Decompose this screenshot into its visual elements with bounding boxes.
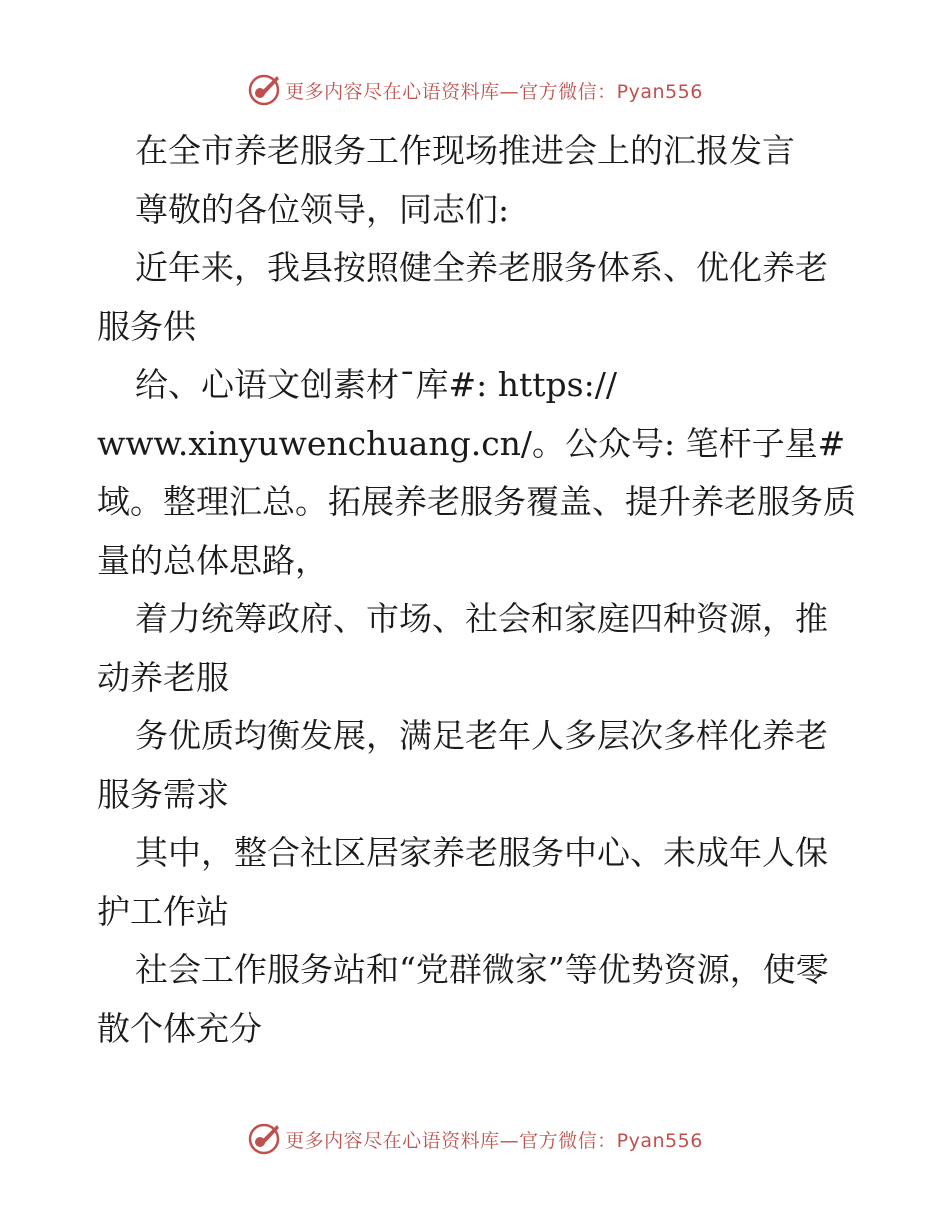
paragraph-3: www.xinyuwenchuang.cn/。公众号: 笔杆子星# <box>97 423 846 463</box>
header-banner <box>0 70 950 110</box>
salutation: 尊敬的各位领导，同志们: <box>135 189 510 229</box>
header-banner-text: 更多内容尽在心语资料库—官方微信：Pyan556 <box>285 80 703 103</box>
footer-banner-text: 更多内容尽在心语资料库—官方微信：Pyan556 <box>285 1129 703 1152</box>
paragraph-5: 着力统筹政府、市场、社会和家庭四种资源，推动养老服 <box>97 599 828 697</box>
paragraph-2: 给、心语文创素材¯库#: https:// <box>135 365 617 404</box>
paragraph-8: 社会工作服务站和“党群微家”等优势资源，使零散个体充分 <box>97 950 829 1048</box>
document-title: 在全市养老服务工作现场推进会上的汇报发言 <box>135 131 795 170</box>
paragraph-6: 务优质均衡发展，满足老年人多层次多样化养老服务需求 <box>97 716 828 814</box>
footer-banner <box>0 1119 950 1159</box>
paragraph-1: 近年来，我县按照健全养老服务体系、优化养老服务供 <box>97 248 828 346</box>
quill-logo-icon <box>247 73 281 107</box>
paragraph-4: 域。整理汇总。拓展养老服务覆盖、提升养老服务质量的总体思路， <box>97 482 856 580</box>
paragraph-7: 其中，整合社区居家养老服务中心、未成年人保护工作站 <box>97 833 828 931</box>
quill-logo-icon <box>247 1122 281 1156</box>
document-body <box>97 122 857 1058</box>
